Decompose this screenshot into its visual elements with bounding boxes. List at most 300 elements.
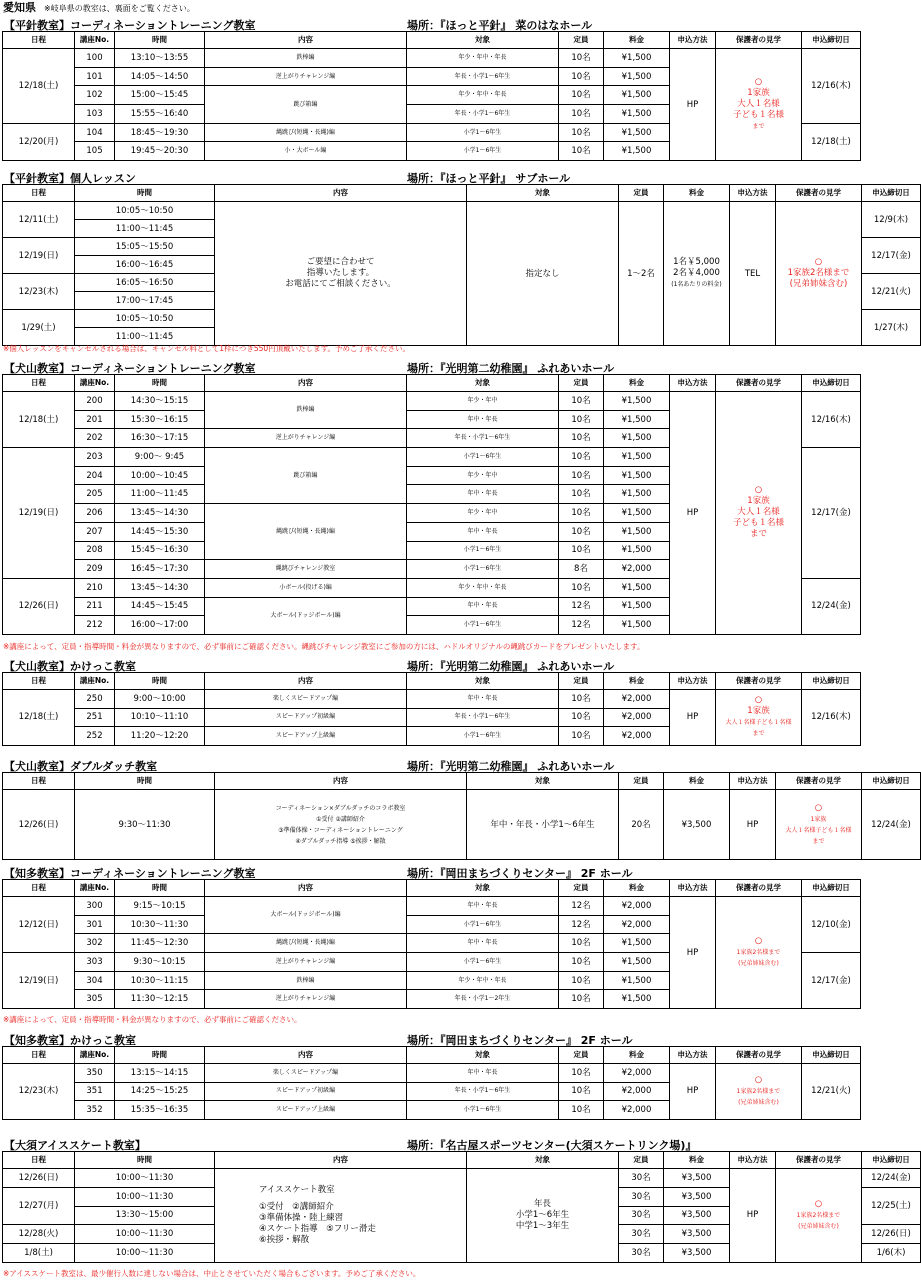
fee-cell: ¥2,000	[604, 915, 670, 934]
fee-cell: ¥1,500	[604, 448, 670, 467]
content-cell: 楽しくスピードアップ編	[205, 1064, 407, 1083]
text-line: ○	[814, 257, 823, 267]
text-line: 指導いたします。	[306, 268, 375, 278]
content-cell	[215, 1169, 467, 1263]
text-line: 1名￥5,000	[673, 257, 720, 267]
deadline-cell: 12/21(火)	[802, 1064, 861, 1120]
time-cell: 10:30～11:30	[115, 915, 205, 934]
fee-cell: ¥1,500	[604, 105, 670, 124]
content-cell: 縄跳びチャレンジ教室	[205, 560, 407, 579]
fee-cell: ¥2,000	[604, 708, 670, 727]
section-s6	[2, 864, 860, 1009]
capacity-cell: 10名	[559, 1082, 604, 1101]
section-s4	[2, 657, 860, 746]
target-cell: 年中・年長・小学1～6年生	[467, 790, 619, 860]
date-cell: 12/20(月)	[3, 123, 75, 160]
fee-cell: ¥3,500	[664, 1187, 730, 1206]
date-cell: 12/19(日)	[3, 448, 75, 579]
observation-cell	[776, 790, 862, 860]
capacity-cell: 10名	[559, 466, 604, 485]
column-header: 内容	[205, 880, 407, 897]
column-header: 申込締切日	[862, 773, 921, 790]
section-venue: 場所：『光明第二幼稚園』 ふれあいホール	[407, 660, 615, 673]
capacity-cell: 10名	[559, 708, 604, 727]
column-header: 申込締切日	[862, 1152, 921, 1169]
column-header: 保護者の見学	[776, 1152, 862, 1169]
column-header: 料金	[604, 375, 670, 392]
text-line: ①受付 ②講師紹介	[259, 1201, 334, 1212]
course-no-cell: 206	[75, 504, 115, 523]
target-cell: 年長・小学1～6年生	[407, 1082, 559, 1101]
content-cell: 縄跳び(短縄・長縄)編	[205, 123, 407, 142]
section-venue: 場所：『岡田まちづくりセンター』 2F ホール	[407, 1034, 633, 1047]
capacity-cell: 10名	[559, 448, 604, 467]
course-no-cell: 103	[75, 105, 115, 124]
content-cell: 小・大ボール編	[205, 142, 407, 161]
column-header: 対象	[407, 32, 559, 49]
section-s7	[2, 1031, 860, 1120]
content-cell: 跳び箱編	[205, 86, 407, 123]
deadline-cell: 12/10(金)	[802, 897, 861, 953]
target-cell: 年中・年長	[407, 690, 559, 709]
column-header: 定員	[619, 185, 664, 202]
time-cell: 16:00～17:00	[115, 616, 205, 635]
column-header: 定員	[559, 32, 604, 49]
capacity-cell: 10名	[559, 1101, 604, 1120]
table-row	[3, 392, 861, 411]
column-header: 内容	[205, 673, 407, 690]
capacity-cell: 10名	[559, 1064, 604, 1083]
date-cell: 12/18(土)	[3, 690, 75, 746]
fee-cell: ¥3,500	[664, 1169, 730, 1188]
column-header: 日程	[3, 375, 75, 392]
text-line: 2名￥4,000	[673, 268, 720, 278]
observation-cell	[776, 1169, 862, 1263]
time-cell: 18:45～19:30	[115, 123, 205, 142]
column-header: 講座No.	[75, 673, 115, 690]
course-no-cell: 210	[75, 578, 115, 597]
target-cell: 小学1～6年生	[407, 448, 559, 467]
fee-cell: ¥1,500	[604, 485, 670, 504]
capacity-cell: 8名	[559, 560, 604, 579]
column-header: 料金	[664, 773, 730, 790]
target-cell: 年少・年中・年長	[407, 49, 559, 68]
course-no-cell: 202	[75, 429, 115, 448]
content-cell: 小ボール(投げる)編	[205, 578, 407, 597]
section-s2	[2, 169, 911, 346]
content-cell: 鉄棒編	[205, 392, 407, 429]
section-header	[2, 359, 860, 374]
observation-cell	[716, 897, 802, 1009]
target-cell: 小学1～6年生	[407, 123, 559, 142]
date-cell: 12/27(月)	[3, 1187, 75, 1225]
capacity-cell: 10名	[559, 142, 604, 161]
time-cell: 10:00～11:30	[75, 1225, 215, 1244]
schedule-table	[2, 879, 861, 1009]
prefecture-name: 愛知県	[3, 1, 36, 14]
time-cell: 10:00～11:30	[75, 1187, 215, 1206]
section-title: 【犬山教室】かけっこ教室	[4, 660, 136, 673]
text-line: ○	[754, 695, 763, 706]
course-no-cell: 209	[75, 560, 115, 579]
deadline-cell: 12/24(金)	[862, 790, 921, 860]
date-cell: 12/12(日)	[3, 897, 75, 953]
time-cell: 10:00～10:45	[115, 466, 205, 485]
deadline-cell: 12/17(金)	[802, 448, 861, 579]
text-line: 小学1～6年生	[515, 1209, 570, 1220]
column-header: 料金	[604, 880, 670, 897]
content-cell: 大ボール(ドッジボール)編	[205, 897, 407, 934]
text-line: (兄弟姉妹含む)	[798, 1222, 839, 1230]
course-no-cell: 207	[75, 522, 115, 541]
column-header: 講座No.	[75, 1047, 115, 1064]
section-header	[2, 1136, 860, 1151]
fee-cell: ¥3,500	[664, 1206, 730, 1225]
section-title: 【平針教室】コーディネーショントレーニング教室	[4, 19, 256, 32]
text-line: ○	[814, 802, 823, 813]
text-line: 1家族2名様まで	[787, 268, 850, 278]
deadline-cell: 12/16(木)	[802, 690, 861, 746]
text-line: まで	[749, 529, 767, 540]
column-header: 時間	[115, 880, 205, 897]
fee-cell: ¥2,000	[604, 1101, 670, 1120]
deadline-cell: 12/18(土)	[802, 123, 861, 160]
time-cell: 15:00～15:45	[115, 86, 205, 105]
method-cell: HP	[730, 1169, 776, 1263]
time-cell: 14:05～14:50	[115, 67, 205, 86]
table-row	[3, 897, 861, 916]
target-cell: 年少・年中・年長	[407, 86, 559, 105]
text-line: コーディネーション×ダブルダッチのコラボ教室	[275, 804, 406, 812]
table-header-row	[3, 375, 861, 392]
content-cell: 逆上がりチャレンジ編	[205, 953, 407, 972]
course-no-cell: 200	[75, 392, 115, 411]
target-cell: 年中・年長	[407, 485, 559, 504]
time-cell: 11:00～11:45	[75, 328, 215, 346]
observation-cell	[716, 1064, 802, 1120]
column-header: 保護者の見学	[776, 773, 862, 790]
course-no-cell: 300	[75, 897, 115, 916]
time-cell: 11:00～11:45	[115, 485, 205, 504]
fee-cell: ¥1,500	[604, 67, 670, 86]
deadline-cell: 12/17(金)	[802, 953, 861, 1009]
column-header: 申込方法	[670, 32, 716, 49]
text-line: 子ども１名様	[732, 110, 784, 121]
table-row	[3, 1169, 921, 1188]
column-header: 保護者の見学	[716, 880, 802, 897]
text-line: ○	[814, 1198, 823, 1209]
time-cell: 11:00～11:45	[75, 220, 215, 238]
target-cell: 小学1～6年生	[407, 727, 559, 746]
section-venue: 場所：『光明第二幼稚園』 ふれあいホール	[407, 760, 615, 773]
section-note: ※個人レッスンをキャンセルされる場合は、キャンセル料として1枠につき550円頂戴いたします。予めご了承ください。	[3, 344, 411, 353]
deadline-cell: 12/9(木)	[862, 202, 921, 238]
column-header: 対象	[407, 880, 559, 897]
date-cell: 12/26(日)	[3, 578, 75, 634]
target-cell: 小学1～6年生	[407, 1101, 559, 1120]
column-header: 料金	[604, 1047, 670, 1064]
text-line: お電話にてご相談ください。	[285, 279, 396, 289]
target-cell: 年長・小学1～6年生	[407, 708, 559, 727]
text-line: ③準備体操・陸上練習	[259, 1212, 344, 1223]
time-cell: 13:10～13:55	[115, 49, 205, 68]
content-cell: スピードアップ初級編	[205, 708, 407, 727]
text-line: 大人１名様子ども１名様	[785, 826, 852, 834]
fee-cell: ¥1,500	[604, 522, 670, 541]
fee-cell: ¥3,500	[664, 790, 730, 860]
column-header: 日程	[3, 773, 75, 790]
column-header: 保護者の見学	[776, 185, 862, 202]
fee-cell: ¥1,500	[604, 410, 670, 429]
date-cell: 12/18(土)	[3, 392, 75, 448]
text-line: ④ダブルダッチ指導 ⑤挨拶・解散	[295, 837, 386, 845]
time-cell: 13:15～14:15	[115, 1064, 205, 1083]
course-no-cell: 203	[75, 448, 115, 467]
method-cell: HP	[670, 392, 716, 635]
text-line: まで	[752, 730, 765, 738]
capacity-cell: 30名	[619, 1169, 664, 1188]
fee-cell: ¥1,500	[604, 466, 670, 485]
column-header: 内容	[215, 773, 467, 790]
column-header: 講座No.	[75, 375, 115, 392]
column-header: 申込方法	[730, 1152, 776, 1169]
column-header: 料金	[664, 1152, 730, 1169]
target-cell: 年少・年中・年長	[407, 971, 559, 990]
fee-cell: ¥1,500	[604, 392, 670, 411]
target-cell: 小学1～6年生	[407, 541, 559, 560]
target-cell: 年少・年中・年長	[407, 578, 559, 597]
observation-cell	[776, 202, 862, 346]
fee-cell	[664, 202, 730, 346]
deadline-cell: 12/26(日)	[862, 1225, 921, 1244]
time-cell: 9:15～10:15	[115, 897, 205, 916]
observation-cell	[716, 690, 802, 746]
target-cell: 小学1～6年生	[407, 560, 559, 579]
capacity-cell: 10名	[559, 522, 604, 541]
capacity-cell: 10名	[559, 578, 604, 597]
deadline-cell: 1/6(木)	[862, 1244, 921, 1263]
time-cell: 16:00～16:45	[75, 256, 215, 274]
column-header: 時間	[115, 673, 205, 690]
table-header-row	[3, 1047, 861, 1064]
text-line: まで	[812, 837, 825, 845]
method-cell: HP	[670, 690, 716, 746]
time-cell: 15:30～16:15	[115, 410, 205, 429]
time-cell: 11:20～12:20	[115, 727, 205, 746]
target-cell: 指定なし	[467, 202, 619, 346]
course-no-cell: 212	[75, 616, 115, 635]
table-header-row	[3, 1152, 921, 1169]
content-cell: 楽しくスピードアップ編	[205, 690, 407, 709]
capacity-cell: 12名	[559, 616, 604, 635]
column-header: 申込締切日	[862, 185, 921, 202]
capacity-cell: 10名	[559, 990, 604, 1009]
capacity-cell: 30名	[619, 1225, 664, 1244]
content-cell: スピードアップ初級編	[205, 1082, 407, 1101]
course-no-cell: 105	[75, 142, 115, 161]
column-header: 定員	[559, 673, 604, 690]
course-no-cell: 302	[75, 934, 115, 953]
section-venue: 場所：『ほっと平針』 菜のはなホール	[407, 19, 593, 32]
date-cell: 12/19(日)	[3, 238, 75, 274]
capacity-cell: 30名	[619, 1187, 664, 1206]
text-line: 1家族2名様まで	[736, 949, 781, 957]
time-cell: 13:45～14:30	[115, 578, 205, 597]
time-cell: 9:00～ 9:45	[115, 448, 205, 467]
target-cell: 年少・年中	[407, 392, 559, 411]
course-no-cell: 204	[75, 466, 115, 485]
deadline-cell: 12/24(金)	[802, 578, 861, 634]
section-header	[2, 757, 860, 772]
text-line: ⑥挨拶・解散	[259, 1234, 310, 1245]
column-header: 内容	[215, 185, 467, 202]
section-note: ※講座によって、定員・指導時間・料金が異なりますので、必ず事前にご確認ください。	[3, 1015, 302, 1024]
column-header: 日程	[3, 1047, 75, 1064]
capacity-cell: 10名	[559, 123, 604, 142]
schedule-table	[2, 772, 921, 860]
deadline-cell: 12/16(木)	[802, 49, 861, 124]
schedule-table	[2, 31, 861, 161]
date-cell: 12/26(日)	[3, 790, 75, 860]
text-line: アイススケート教室	[259, 1184, 335, 1195]
capacity-cell: 10名	[559, 86, 604, 105]
text-line: 1家族	[747, 88, 770, 99]
capacity-cell: 10名	[559, 934, 604, 953]
capacity-cell: 12名	[559, 597, 604, 616]
target-cell: 小学1～6年生	[407, 915, 559, 934]
schedule-table	[2, 1151, 921, 1263]
column-header: 定員	[559, 880, 604, 897]
section-header	[2, 16, 860, 31]
time-cell: 10:00～11:30	[75, 1244, 215, 1263]
content-cell: 逆上がりチャレンジ編	[205, 429, 407, 448]
course-no-cell: 211	[75, 597, 115, 616]
section-note: ※講座によって、定員・指導時間・料金が異なりますので、必ず事前にご確認ください。縄跳びチャレンジ教室にご参加の方には、ハドルオリジナルの縄跳びカードをプレゼントいたします。	[3, 642, 645, 651]
fee-cell: ¥1,500	[604, 953, 670, 972]
column-header: 対象	[407, 375, 559, 392]
section-title: 【平針教室】個人レッスン	[4, 172, 136, 185]
observation-cell	[716, 392, 802, 635]
date-cell: 1/8(土)	[3, 1244, 75, 1263]
target-cell: 年長・小学1～6年生	[407, 67, 559, 86]
fee-cell: ¥2,000	[604, 897, 670, 916]
column-header: 時間	[75, 185, 215, 202]
text-line: ④スケート指導 ⑤フリー滑走	[259, 1223, 376, 1234]
text-line: ①受付 ②講師紹介	[316, 815, 365, 823]
deadline-cell: 12/21(火)	[862, 274, 921, 310]
column-header: 対象	[467, 185, 619, 202]
column-header: 料金	[664, 185, 730, 202]
fee-cell: ¥1,500	[604, 990, 670, 1009]
column-header: 日程	[3, 673, 75, 690]
course-no-cell: 303	[75, 953, 115, 972]
content-cell: スピードアップ上級編	[205, 727, 407, 746]
column-header: 日程	[3, 185, 75, 202]
content-cell: 跳び箱編	[205, 448, 407, 504]
time-cell: 9:00～10:00	[115, 690, 205, 709]
prefecture-note: ※岐阜県の教室は、裏面をご覧ください。	[44, 4, 195, 13]
content-cell	[215, 202, 467, 346]
fee-cell: ¥3,500	[664, 1244, 730, 1263]
column-header: 対象	[467, 1152, 619, 1169]
time-cell: 9:30～10:15	[115, 953, 205, 972]
fee-cell: ¥2,000	[604, 727, 670, 746]
column-header: 申込方法	[670, 673, 716, 690]
column-header: 対象	[467, 773, 619, 790]
section-title: 【大須アイススケート教室】	[4, 1139, 146, 1152]
target-cell	[467, 1169, 619, 1263]
text-line: (兄弟姉妹含む)	[789, 279, 848, 289]
target-cell: 年長・小学1～2年生	[407, 990, 559, 1009]
fee-cell: ¥1,500	[604, 934, 670, 953]
method-cell: HP	[730, 790, 776, 860]
table-row	[3, 202, 921, 220]
time-cell: 13:30～15:00	[75, 1206, 215, 1225]
time-cell: 15:45～16:30	[115, 541, 205, 560]
fee-cell: ¥1,500	[604, 86, 670, 105]
target-cell: 年中・年長	[407, 410, 559, 429]
capacity-cell: 10名	[559, 953, 604, 972]
target-cell: 小学1～6年生	[407, 953, 559, 972]
target-cell: 年少・年中	[407, 504, 559, 523]
content-cell: スピードアップ上級編	[205, 1101, 407, 1120]
capacity-cell: 10名	[559, 485, 604, 504]
target-cell: 小学1～6年生	[407, 616, 559, 635]
capacity-cell: 12名	[559, 897, 604, 916]
column-header: 申込方法	[730, 773, 776, 790]
capacity-cell: 30名	[619, 1244, 664, 1263]
column-header: 申込方法	[670, 1047, 716, 1064]
column-header: 内容	[215, 1152, 467, 1169]
date-cell: 12/23(木)	[3, 274, 75, 310]
capacity-cell: 10名	[559, 504, 604, 523]
fee-cell: ¥1,500	[604, 597, 670, 616]
column-header: 保護者の見学	[716, 1047, 802, 1064]
column-header: 定員	[559, 1047, 604, 1064]
column-header: 保護者の見学	[716, 32, 802, 49]
section-title: 【知多教室】コーディネーショントレーニング教室	[4, 867, 256, 880]
column-header: 時間	[115, 375, 205, 392]
time-cell: 10:05～10:50	[75, 310, 215, 328]
column-header: 対象	[407, 1047, 559, 1064]
deadline-cell: 12/24(金)	[862, 1169, 921, 1188]
course-no-cell: 301	[75, 915, 115, 934]
column-header: 定員	[619, 773, 664, 790]
fee-cell: ¥2,000	[604, 1082, 670, 1101]
text-line: 子ども１名様	[732, 518, 784, 529]
text-line: 大人１名様子ども１名様	[725, 719, 792, 727]
section-header	[2, 169, 860, 184]
fee-cell: ¥1,500	[604, 49, 670, 68]
deadline-cell: 12/25(土)	[862, 1187, 921, 1225]
time-cell: 14:30～15:15	[115, 392, 205, 411]
target-cell: 年中・年長	[407, 934, 559, 953]
section-venue: 場所：『岡田まちづくりセンター』 2F ホール	[407, 867, 633, 880]
table-header-row	[3, 32, 861, 49]
prefecture-header	[3, 1, 195, 15]
section-header	[2, 864, 860, 879]
target-cell: 小学1～6年生	[407, 142, 559, 161]
course-no-cell: 100	[75, 49, 115, 68]
text-line: 1家族	[747, 706, 770, 717]
target-cell: 年中・年長	[407, 1064, 559, 1083]
table-header-row	[3, 880, 861, 897]
time-cell: 11:30～12:15	[115, 990, 205, 1009]
column-header: 時間	[75, 1152, 215, 1169]
section-s8	[2, 1136, 911, 1263]
fee-cell: ¥1,500	[604, 429, 670, 448]
table-header-row	[3, 673, 861, 690]
